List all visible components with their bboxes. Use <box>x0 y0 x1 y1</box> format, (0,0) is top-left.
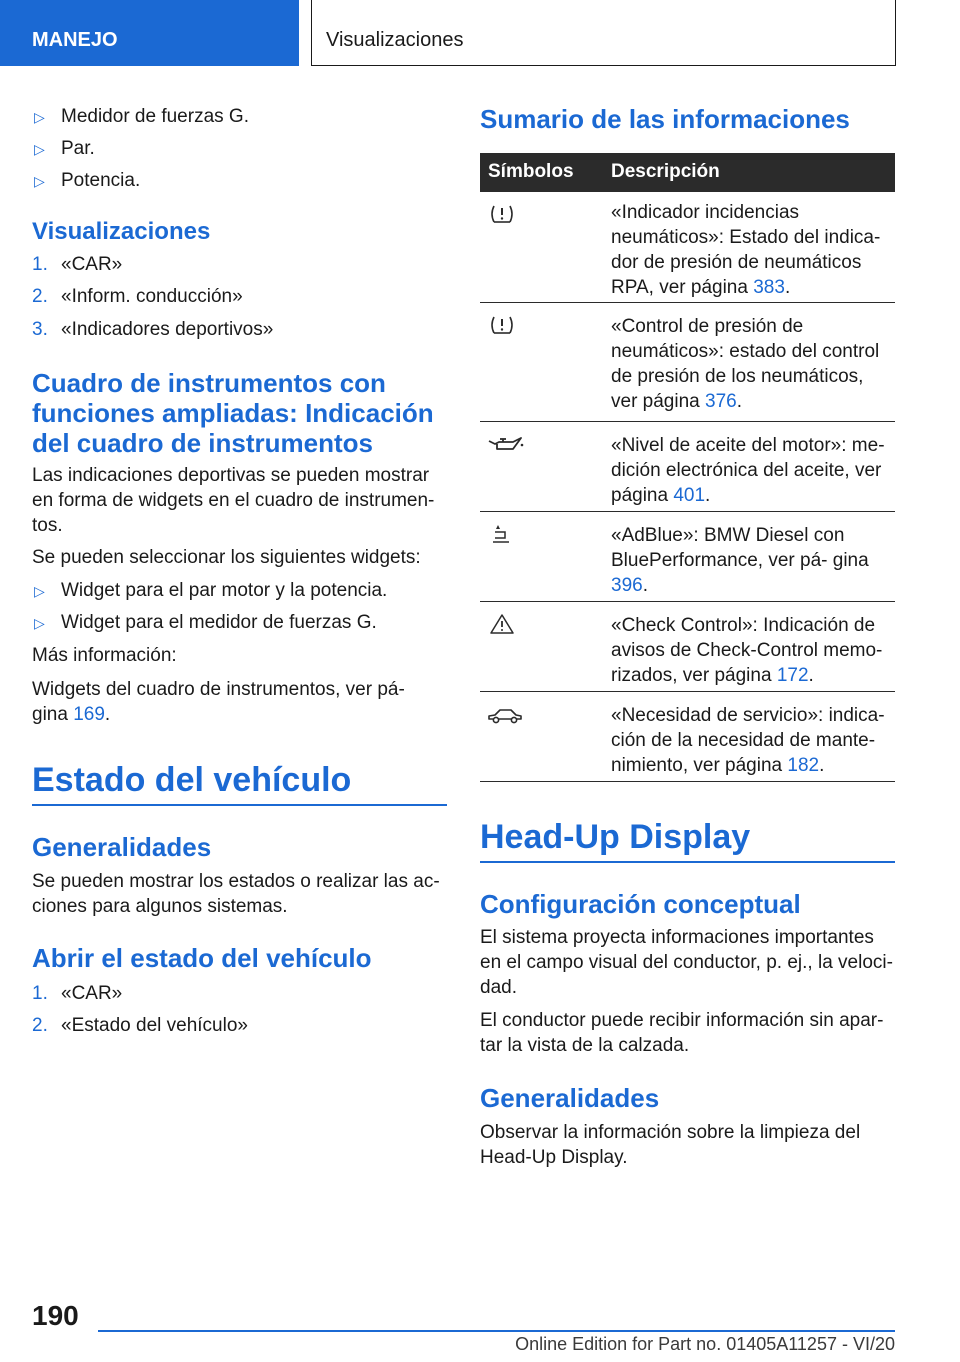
triangle-bullet-icon: ▷ <box>34 173 45 189</box>
table-header: Símbolos Descripción <box>480 153 895 192</box>
section-tab: MANEJO <box>0 0 299 66</box>
page-link[interactable]: 376 <box>705 391 737 412</box>
tire-pressure-warning-icon <box>485 202 525 226</box>
paragraph: Las indicaciones deportivas se pueden mostrar en forma de widgets en el cuadro de instrumen‐ tos. <box>32 465 435 536</box>
table-row: «AdBlue»: BMW Diesel con BluePerformance, ver pá‐ gina 396. <box>480 512 895 602</box>
section-heading: Configuración conceptual <box>480 889 801 919</box>
page-link[interactable]: 383 <box>753 277 785 298</box>
car-service-icon <box>485 704 525 728</box>
table-row: «Control de presión de neumáticos»: estado del control de presión de los neumáticos, ver página 376. <box>480 303 895 422</box>
triangle-bullet-icon: ▷ <box>34 109 45 125</box>
triangle-bullet-icon: ▷ <box>34 141 45 157</box>
section-heading: Sumario de las informaciones <box>480 104 850 134</box>
paragraph: Se pueden seleccionar los siguientes widgets: <box>32 547 421 568</box>
paragraph: Se pueden mostrar los estados o realizar las ac‐ ciones para algunos sistemas. <box>32 871 440 917</box>
footer-rule <box>98 1330 895 1332</box>
section-heading: Visualizaciones <box>32 218 211 245</box>
paragraph: El sistema proyecta informaciones importantes en el campo visual del conductor, p. ej., la veloci‐ dad. <box>480 927 893 998</box>
table-row: «Necesidad de servicio»: indica‐ ción de la necesidad de mante‐ nimiento, ver página 182. <box>480 692 895 782</box>
table-row: «Check Control»: Indicación de avisos de Check-Control memo‐ rizados, ver página 172. <box>480 602 895 692</box>
warning-triangle-icon <box>485 612 525 636</box>
heading-rule <box>480 861 895 863</box>
paragraph: Widgets del cuadro de instrumentos, ver pá‐ gina 169. <box>32 679 405 725</box>
section-heading: Generalidades <box>480 1083 660 1113</box>
heading-rule <box>32 804 447 806</box>
section-heading: Cuadro de instrumentos con funciones ampliadas: Indicación del cuadro de instrumentos <box>32 368 434 458</box>
page-header <box>0 0 960 66</box>
oil-can-icon <box>485 432 525 456</box>
paragraph: El conductor puede recibir información sin apar‐ tar la vista de la calzada. <box>480 1010 884 1056</box>
page-link[interactable]: 182 <box>787 755 820 776</box>
section-heading: Abrir el estado del vehículo <box>32 943 372 973</box>
triangle-bullet-icon: ▷ <box>34 615 45 631</box>
page-link[interactable]: 401 <box>673 485 706 506</box>
page-link[interactable]: 172 <box>776 665 809 686</box>
adblue-icon <box>485 522 525 546</box>
table-row: «Indicador incidencias neumáticos»: Estado del indica‐ dor de presión de neumáticos RPA, ver página 383. <box>480 192 895 303</box>
chapter-heading: Estado del vehículo <box>32 761 352 799</box>
page-number: 190 <box>32 1300 79 1331</box>
paragraph: Más información: <box>32 645 177 666</box>
edition-footer: Online Edition for Part no. 01405A11257 - VI/20 <box>515 1334 895 1354</box>
triangle-bullet-icon: ▷ <box>34 583 45 599</box>
page-link[interactable]: 396 <box>611 575 643 596</box>
tire-pressure-control-icon <box>485 313 525 337</box>
paragraph: Observar la información sobre la limpieza del Head-Up Display. <box>480 1122 861 1168</box>
page-link[interactable]: 169 <box>73 704 105 725</box>
table-row: «Nivel de aceite del motor»: me‐ dición electrónica del aceite, ver página 401. <box>480 422 895 512</box>
chapter-heading: Head-Up Display <box>480 818 751 856</box>
chapter-title: Visualizaciones <box>311 0 896 66</box>
section-heading: Generalidades <box>32 832 212 862</box>
